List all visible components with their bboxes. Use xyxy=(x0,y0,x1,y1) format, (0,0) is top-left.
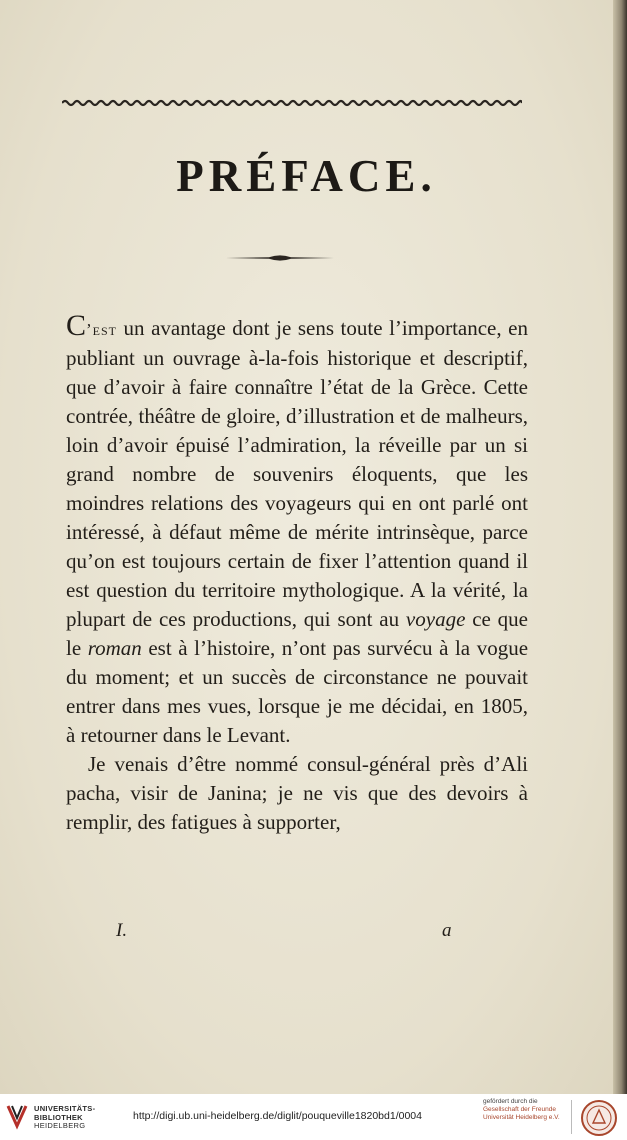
signature-mark-gathering: a xyxy=(442,920,452,941)
title-flourish-ornament xyxy=(224,253,336,263)
paragraph-1-text-b: ce que le xyxy=(66,607,528,660)
university-library-logo-icon xyxy=(6,1102,28,1130)
university-seal-icon xyxy=(580,1099,618,1137)
page-title: PRÉFACE. xyxy=(176,151,437,201)
paragraph-1 xyxy=(66,309,529,750)
paragraph-1-text-c: est à l’histoire, n’ont pas survécu à la vogue du moment; et un succès de circonstance ne pouvait entrer dans mes vues, lorsque je me décidai, en 1805, à retourner dans le Levant. xyxy=(66,636,529,747)
italic-word-voyage: voyage xyxy=(405,607,466,631)
university-library-name: UNIVERSITÄTS- BIBLIOTHEK HEIDELBERG xyxy=(34,1104,96,1130)
permalink-url[interactable]: http://digi.ub.uni-heidelberg.de/diglit/pouqueville1820bd1/0004 xyxy=(133,1110,422,1122)
signature-mark-volume: I. xyxy=(116,920,128,941)
funder-credit: gefördert durch die Gesellschaft der Freunde Universität Heidelberg e.V. xyxy=(483,1098,560,1121)
paragraph-2: Je venais d’être nommé consul-général près d’Ali pacha, visir de Janina; je ne vis que des devoirs à remplir, des fatigues à supporter, xyxy=(66,752,528,834)
small-caps-lead: ’est xyxy=(86,320,118,339)
italic-word-roman: roman xyxy=(87,636,142,660)
ornamental-wavy-rule xyxy=(62,98,522,108)
footer-divider xyxy=(571,1100,572,1134)
paragraph-1-text-a: un avantage dont je sens toute l’importance, en publiant un ouvrage à-la-fois historique et descriptif, que d’avoir à faire connaître l’état de la Grèce. Cette contrée, théâtre de gloire, d’illustration et de malheurs, loin d’avoir épuisé l’admiration, la réveille par un si grand nombre de souvenirs éloquents, que les moindres relations des voyageurs qui en ont parlé ont intéressé, à défaut même de mérite intrinsèque, parce qu’on est toujours certain de fixer l’attention quand il est question du territoire mythologique. A la vérité, la plupart de ces productions, qui sont au xyxy=(66,316,528,631)
digitization-footer xyxy=(0,1094,627,1140)
page-edge xyxy=(613,0,627,1094)
drop-cap: C xyxy=(66,309,87,342)
preface-body xyxy=(66,309,529,837)
